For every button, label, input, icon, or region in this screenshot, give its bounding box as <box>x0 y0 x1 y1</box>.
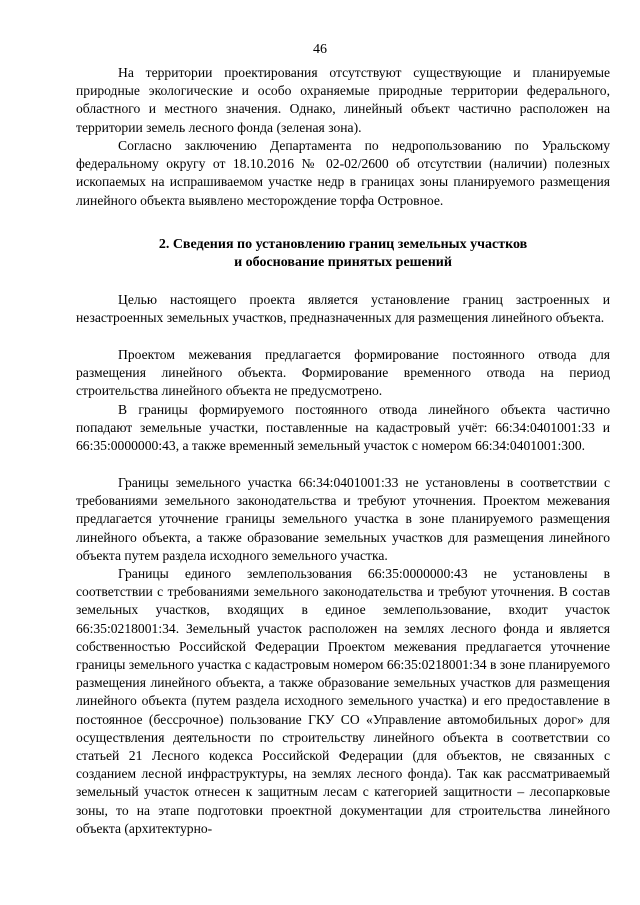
section-heading <box>76 236 610 272</box>
paragraph-protected-territories: На территории проектирования отсутствуют существующие и планируемые природные экологические и особо охраняемые природные территории федерального, областного и местного значения. Однако, линейный объект частично расположен на территории земель лесного фонда (зеленая зона). <box>76 65 610 135</box>
paragraph-plot-33-boundaries: Границы земельного участка 66:34:0401001:33 не установлены в соответствии с требованиями земельного законодательства и требуют уточнения. Проектом межевания предлагается уточнение границы земельного участка в зоне планируемого размещения линейного объекта, а также образование земельных участков для размещения линейного объекта путем раздела исходного земельного участка. <box>76 475 610 563</box>
paragraph-cadastral-plots: В границы формируемого постоянного отвода линейного объекта частично попадают земельные участки, поставленные на кадастровый учёт: 66:34:0401001:33 и 66:35:0000000:43, а также временный земельный участок с номером 66:34:0401001:300. <box>76 402 610 454</box>
paragraph-unified-land-use: Границы единого землепользования 66:35:0000000:43 не установлены в соответствии с требованиями земельного законодательства и требуют уточнения. В состав земельных участков, входящих в единое землепользование, входит участок 66:35:0218001:34. Земельный участок расположен на землях лесного фонда и является собственностью Российской Федерации Проектом межевания предлагается уточнение границы земельного участка с кадастровым номером 66:35:0218001:34 в зоне планируемого размещения линейного объекта, а также образование земельных участков для размещения линейного объекта (путем раздела исходного земельного участка) и его предоставление в постоянное (бессрочное) пользование ГКУ СО «Управление автомобильных дорог» для осуществления деятельности по строительству линейного объекта в соответствии со статьей 21 Лесного кодекса Российской Федерации (для объектов, не связанных с созданием лесной инфраструктуры, на землях лесного фонда). Так как рассматриваемый земельный участок отнесен к защитным лесам с категорией защитности – лесопарковые зоны, то на этапе подготовки проектной документации для строительства линейного объекта (архитектурно- <box>76 566 610 836</box>
paragraph-permanent-allotment: Проектом межевания предлагается формирование постоянного отвода для размещения линейного объекта. Формирование временного отвода на период строительства линейного объекта не предусмотрено. <box>76 347 610 399</box>
section-heading-line-1: 2. Сведения по установлению границ земельных участков <box>158 237 528 252</box>
section-heading-line-2: и обоснование принятых решений <box>234 255 452 270</box>
paragraph-project-goal: Целью настоящего проекта является установление границ застроенных и незастроенных земельных участков, предназначенных для размещения линейного объекта. <box>76 292 610 326</box>
page-number: 46 <box>313 42 327 57</box>
paragraph-subsoil-conclusion: Согласно заключению Департамента по недропользованию по Уральскому федеральному округу от 18.10.2016 № 02-02/2600 об отсутствии (наличии) полезных ископаемых на испрашиваемом участке недр в границах зоны планируемого размещения линейного объекта выявлено месторождение торфа Островное. <box>76 138 610 208</box>
